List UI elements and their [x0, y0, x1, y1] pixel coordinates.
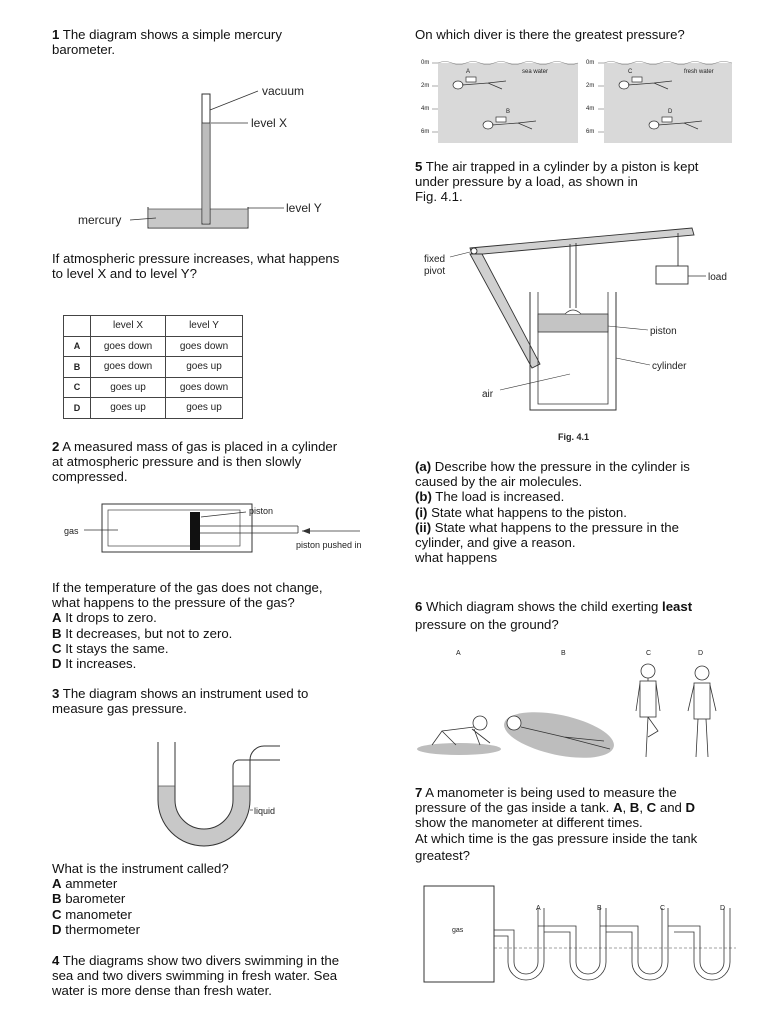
- option-text: ammeter: [65, 876, 118, 892]
- option-letter: C: [52, 906, 62, 922]
- q6-intro: [415, 598, 692, 634]
- option-row: [52, 610, 323, 625]
- option-letter: B: [52, 891, 62, 907]
- option-text: barometer: [65, 891, 126, 907]
- q6-intro-line: pressure on the ground?: [415, 617, 559, 632]
- part-label: (a): [415, 459, 432, 474]
- part-text: what happens: [415, 550, 498, 566]
- q2-question: [52, 580, 323, 671]
- table-cell: goes down: [91, 336, 166, 357]
- q3-intro: [52, 686, 308, 716]
- q4-number: 4: [52, 953, 60, 968]
- q2-intro-line: at atmospheric pressure and is then slowly: [52, 454, 302, 470]
- child-postures-diagram: [414, 645, 734, 765]
- table-row: [64, 398, 243, 419]
- manometer-label: A: [536, 905, 541, 912]
- table-header: level Y: [166, 316, 243, 337]
- child-one-leg-icon: [636, 664, 660, 757]
- option-row: [52, 891, 229, 906]
- q3-intro-line: The diagram shows an instrument used to: [62, 686, 309, 701]
- q5-part-row: [415, 489, 690, 504]
- q7-intro-text: pressure of the gas inside a tank.: [415, 800, 610, 816]
- q5-part-row: [415, 550, 690, 565]
- q4-intro-line: The diagrams show two divers swimming in the: [62, 953, 340, 968]
- gas-label: gas: [452, 927, 464, 934]
- q5-part-row: [415, 459, 690, 474]
- q1-question-line: to level X and to level Y?: [52, 266, 197, 282]
- posture-label: D: [698, 650, 704, 657]
- depth-label: 6m: [586, 129, 595, 135]
- q2-intro: [52, 439, 337, 485]
- q4-intro-line: water is more dense than fresh water.: [52, 983, 272, 999]
- table-cell: goes up: [91, 377, 166, 398]
- option-letter: B: [52, 625, 62, 641]
- q3-question-line: What is the instrument called?: [52, 861, 229, 876]
- q1-intro-line: barometer.: [52, 42, 116, 58]
- gas-label: gas: [64, 526, 79, 536]
- posture-label: A: [456, 650, 461, 657]
- q6-emphasis: least: [662, 599, 693, 614]
- q2-intro-line: A measured mass of gas is placed in a cylinder: [62, 439, 338, 454]
- q7-intro-line: A manometer is being used to measure the: [425, 785, 677, 800]
- q2-intro-line: compressed.: [52, 469, 128, 485]
- option-text: thermometer: [65, 921, 140, 937]
- posture-label: B: [561, 650, 566, 657]
- part-text: State what happens to the pressure in the: [434, 519, 679, 535]
- air-label: air: [482, 389, 494, 400]
- table-cell: goes down: [91, 357, 166, 378]
- option-letter: A: [52, 876, 62, 892]
- table-row: [64, 336, 243, 357]
- fixed-label: fixed: [424, 254, 446, 265]
- q6-intro-text: Which diagram shows the child exerting: [426, 599, 659, 614]
- sea-water-label: sea water: [522, 69, 549, 75]
- manometer-tubes: [494, 908, 730, 980]
- q7-intro-text: and: [659, 800, 682, 816]
- q4-intro-line: sea and two divers swimming in fresh water. Sea: [52, 968, 338, 984]
- liquid-label: liquid: [254, 806, 276, 816]
- q3-question: [52, 861, 229, 937]
- q1-number: 1: [52, 27, 60, 42]
- diver-label: D: [668, 109, 673, 115]
- part-label: (b): [415, 489, 432, 505]
- vacuum-label: vacuum: [262, 84, 305, 98]
- table-cell: goes down: [166, 336, 243, 357]
- table-header: level X: [91, 316, 166, 337]
- option-row: [52, 641, 323, 656]
- load-label: load: [708, 272, 727, 283]
- q2-number: 2: [52, 439, 60, 454]
- part-text: State what happens to the piston.: [431, 504, 627, 520]
- fresh-water-label: fresh water: [684, 69, 714, 75]
- option-row: [52, 907, 229, 922]
- piston-pushed-label: piston pushed in: [296, 540, 362, 550]
- depth-label: 4m: [586, 106, 595, 112]
- mercury-label: mercury: [78, 213, 122, 227]
- part-label: (i): [415, 504, 428, 520]
- q7-intro-line: show the manometer at different times.: [415, 815, 643, 831]
- table-row: [64, 377, 243, 398]
- depth-label: 2m: [421, 83, 430, 89]
- child-standing-icon: [688, 666, 716, 757]
- option-text: It stays the same.: [65, 640, 169, 656]
- diver-label: C: [628, 69, 633, 75]
- diver-label: B: [506, 109, 511, 115]
- q1-question: [52, 251, 339, 281]
- q7-bold-letter: C: [646, 800, 657, 816]
- manometer-label: D: [720, 905, 726, 912]
- piston-label: piston: [650, 326, 677, 337]
- q5-part-row: [415, 520, 690, 535]
- q4-question: [415, 27, 685, 42]
- table-cell: C: [64, 377, 91, 398]
- cylinder-piston-diagram: [60, 500, 380, 560]
- q4-intro: [52, 953, 339, 999]
- q7-bold-letter: A: [612, 800, 623, 816]
- child-crawling-icon: [417, 716, 501, 755]
- q4-question-line: On which diver is there the greatest pressure?: [415, 27, 685, 42]
- q1-intro-line: The diagram shows a simple mercury: [62, 27, 282, 42]
- q5-number: 5: [415, 159, 423, 174]
- table-row: [64, 357, 243, 378]
- table-cell: A: [64, 336, 91, 357]
- table-header-row: [64, 316, 243, 337]
- figure-caption: Fig. 4.1: [558, 432, 590, 442]
- option-row: [52, 656, 323, 671]
- q2-question-line: If the temperature of the gas does not change,: [52, 580, 323, 595]
- q3-number: 3: [52, 686, 60, 701]
- q1-question-line: If atmospheric pressure increases, what happens: [52, 251, 340, 266]
- depth-label: 6m: [421, 129, 430, 135]
- lever-piston-diagram: [420, 222, 740, 447]
- depth-label: 4m: [421, 106, 430, 112]
- q1-intro: [52, 27, 282, 57]
- child-lying-icon: [500, 704, 618, 766]
- cylinder-label: cylinder: [652, 361, 687, 372]
- q1-answer-table: [63, 315, 243, 419]
- part-label: (ii): [415, 519, 432, 535]
- q5-part-row: [415, 474, 690, 489]
- part-text: cylinder, and give a reason.: [415, 535, 576, 551]
- table-cell: goes up: [166, 398, 243, 419]
- option-row: [52, 876, 229, 891]
- q3-intro-line: measure gas pressure.: [52, 701, 187, 717]
- manometer-diagram: [420, 880, 740, 990]
- depth-label: 0m: [586, 60, 595, 66]
- manometer-label: C: [660, 905, 666, 912]
- table-cell: D: [64, 398, 91, 419]
- q7-intro: 7 A manometer is being used to measure the pressure of the gas inside a tank. A, B, C and D show the manometer at different times. At which time is the gas pressure inside the tank greatest?: [415, 785, 698, 863]
- q5-part-row: [415, 505, 690, 520]
- table-cell: goes down: [166, 377, 243, 398]
- q2-question-line: what happens to the pressure of the gas?: [52, 595, 295, 611]
- level-x-label: level X: [251, 116, 288, 130]
- option-text: It drops to zero.: [65, 610, 157, 626]
- u-tube-diagram: [150, 738, 290, 848]
- q5-part-row: [415, 535, 690, 550]
- option-letter: C: [52, 640, 62, 656]
- level-y-label: level Y: [286, 201, 322, 215]
- table-cell: goes up: [91, 398, 166, 419]
- divers-diagram: [418, 55, 738, 145]
- part-text: The load is increased.: [435, 489, 565, 505]
- q7-number: 7: [415, 785, 423, 800]
- manometer-label: B: [597, 905, 602, 912]
- part-text: Describe how the pressure in the cylinder is: [434, 459, 690, 474]
- diver-label: A: [466, 69, 471, 75]
- option-row: [52, 626, 323, 641]
- q7-bold-letter: B: [629, 800, 640, 816]
- q6-number: 6: [415, 599, 423, 614]
- q7-intro-line: greatest?: [415, 847, 470, 863]
- q7-bold-letter: D: [685, 800, 696, 816]
- table-cell: B: [64, 357, 91, 378]
- q5-intro-line: Fig. 4.1.: [415, 189, 463, 205]
- option-text: It decreases, but not to zero.: [65, 625, 233, 641]
- depth-label: 0m: [421, 60, 430, 66]
- barometer-diagram: [70, 80, 330, 240]
- posture-label: C: [646, 650, 652, 657]
- q5-intro: [415, 159, 698, 205]
- option-text: It increases.: [65, 656, 137, 672]
- table-cell: goes up: [166, 357, 243, 378]
- part-text: caused by the air molecules.: [415, 474, 583, 490]
- option-row: [52, 922, 229, 937]
- option-text: manometer: [65, 906, 132, 922]
- option-letter: D: [52, 921, 62, 937]
- pivot-label: pivot: [424, 266, 446, 277]
- piston-label: piston: [249, 506, 274, 516]
- q5-intro-line: The air trapped in a cylinder by a piston is kept: [425, 159, 699, 174]
- q5-parts: [415, 459, 690, 565]
- depth-label: 2m: [586, 83, 595, 89]
- table-header: [64, 316, 91, 337]
- q7-intro-line: At which time is the gas pressure inside the tank: [415, 830, 698, 846]
- option-letter: D: [52, 656, 62, 672]
- q5-intro-line: under pressure by a load, as shown in: [415, 174, 638, 190]
- option-letter: A: [52, 610, 62, 626]
